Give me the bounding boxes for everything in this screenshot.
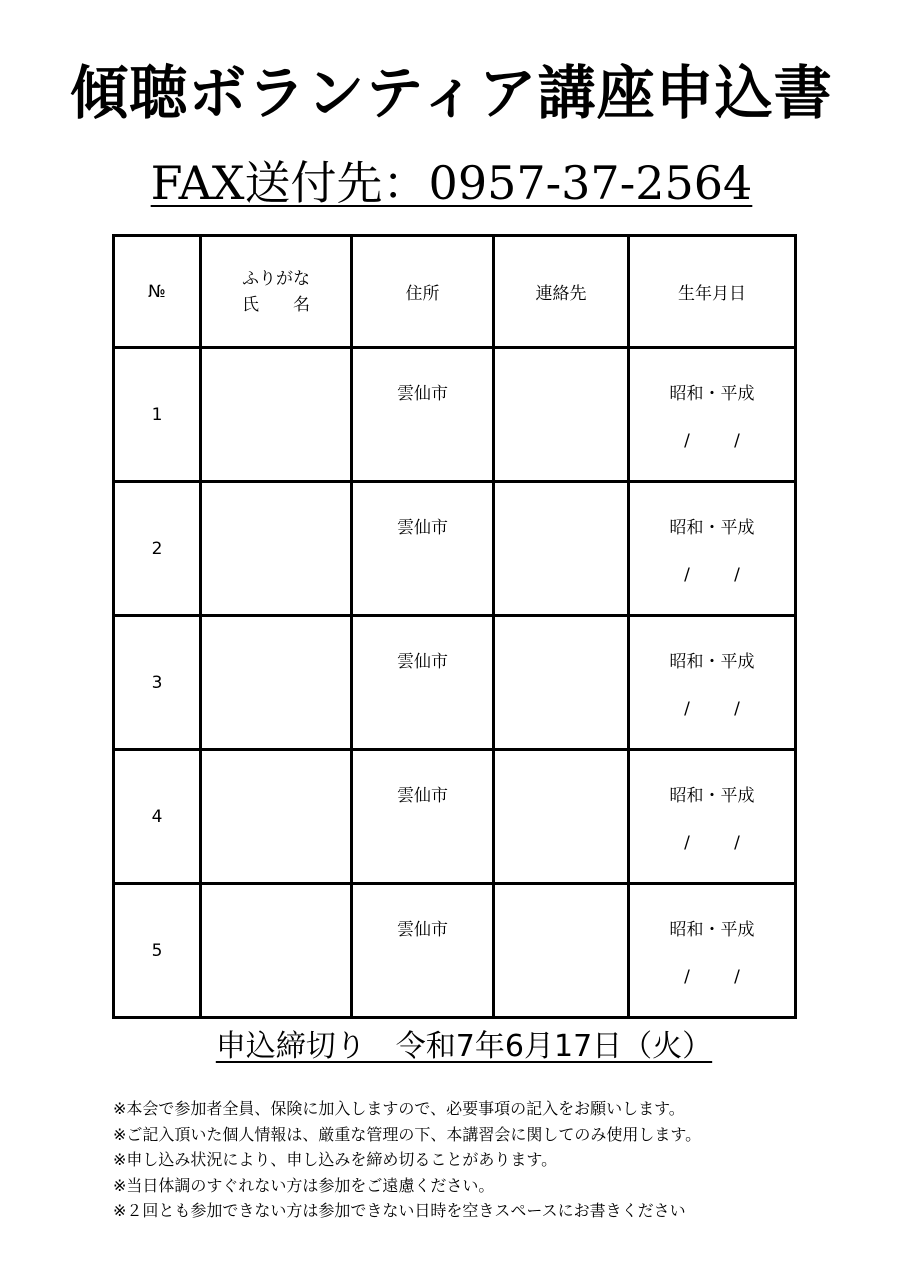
address-field[interactable] bbox=[352, 482, 494, 616]
name-field[interactable] bbox=[201, 750, 352, 884]
header-contact: 連絡先 bbox=[494, 236, 629, 348]
date-slash-1: / bbox=[684, 565, 690, 585]
header-name-label: 氏 名 bbox=[242, 294, 310, 315]
deadline-text: 申込締切り 令和7年6月17日（火） bbox=[215, 1029, 713, 1064]
header-furigana: ふりがな bbox=[242, 268, 310, 289]
address-prefix: 雲仙市 bbox=[397, 518, 448, 538]
name-field[interactable] bbox=[201, 348, 352, 482]
note-item: ※申し込み状況により、申し込みを締め切ることがあります。 bbox=[113, 1150, 558, 1169]
date-slash-2: / bbox=[734, 833, 740, 853]
address-field[interactable] bbox=[352, 348, 494, 482]
date-separators bbox=[630, 565, 794, 585]
era-options: 昭和・平成 bbox=[669, 920, 755, 940]
row-number: 5 bbox=[114, 884, 201, 1018]
note-item: ※２回とも参加できない方は参加できない日時を空きスペースにお書きください bbox=[113, 1201, 686, 1220]
table-row bbox=[114, 884, 796, 1018]
row-number: 4 bbox=[114, 750, 201, 884]
date-slash-1: / bbox=[684, 833, 690, 853]
header-no: № bbox=[114, 236, 201, 348]
birthdate-field[interactable] bbox=[629, 750, 796, 884]
contact-field[interactable] bbox=[494, 616, 629, 750]
birthdate-field[interactable] bbox=[629, 348, 796, 482]
date-slash-1: / bbox=[684, 431, 690, 451]
address-field[interactable] bbox=[352, 616, 494, 750]
address-prefix: 雲仙市 bbox=[397, 920, 448, 940]
contact-field[interactable] bbox=[494, 884, 629, 1018]
table-row bbox=[114, 482, 796, 616]
address-prefix: 雲仙市 bbox=[397, 652, 448, 672]
name-field[interactable] bbox=[201, 884, 352, 1018]
header-name bbox=[201, 236, 352, 348]
table-row bbox=[114, 616, 796, 750]
contact-field[interactable] bbox=[494, 750, 629, 884]
note-item: ※本会で参加者全員、保険に加入しますので、必要事項の記入をお願いします。 bbox=[113, 1099, 685, 1118]
birthdate-field[interactable] bbox=[629, 616, 796, 750]
era-options: 昭和・平成 bbox=[669, 518, 755, 538]
date-slash-1: / bbox=[684, 967, 690, 987]
date-separators bbox=[630, 833, 794, 853]
birthdate-field[interactable] bbox=[629, 884, 796, 1018]
date-separators bbox=[630, 699, 794, 719]
table-row bbox=[114, 750, 796, 884]
contact-field[interactable] bbox=[494, 482, 629, 616]
date-slash-1: / bbox=[684, 699, 690, 719]
contact-field[interactable] bbox=[494, 348, 629, 482]
address-field[interactable] bbox=[352, 884, 494, 1018]
name-field[interactable] bbox=[201, 482, 352, 616]
row-number: 2 bbox=[114, 482, 201, 616]
date-slash-2: / bbox=[734, 431, 740, 451]
date-slash-2: / bbox=[734, 967, 740, 987]
era-options: 昭和・平成 bbox=[669, 786, 755, 806]
date-separators bbox=[630, 431, 794, 451]
fax-number-text: FAX送付先：0957-37-2564 bbox=[150, 156, 753, 210]
address-field[interactable] bbox=[352, 750, 494, 884]
note-item: ※ご記入頂いた個人情報は、厳重な管理の下、本講習会に関してのみ使用します。 bbox=[113, 1124, 702, 1144]
application-table bbox=[112, 234, 797, 1019]
era-options: 昭和・平成 bbox=[669, 384, 755, 404]
name-field[interactable] bbox=[201, 616, 352, 750]
row-number: 3 bbox=[114, 616, 201, 750]
fax-destination bbox=[0, 152, 903, 214]
note-item: ※当日体調のすぐれない方は参加をご遠慮ください。 bbox=[113, 1175, 495, 1195]
header-birthdate: 生年月日 bbox=[629, 236, 796, 348]
table-header-row bbox=[114, 236, 796, 348]
form-title: 傾聴ボランティア講座申込書 bbox=[70, 59, 833, 127]
era-options: 昭和・平成 bbox=[669, 652, 755, 672]
row-number: 1 bbox=[114, 348, 201, 482]
birthdate-field[interactable] bbox=[629, 482, 796, 616]
deadline bbox=[0, 1025, 903, 1069]
date-slash-2: / bbox=[734, 565, 740, 585]
address-prefix: 雲仙市 bbox=[397, 786, 448, 806]
header-address: 住所 bbox=[352, 236, 494, 348]
table-row bbox=[114, 348, 796, 482]
address-prefix: 雲仙市 bbox=[397, 384, 448, 404]
notes-list bbox=[113, 1096, 701, 1224]
date-separators bbox=[630, 967, 794, 987]
date-slash-2: / bbox=[734, 699, 740, 719]
